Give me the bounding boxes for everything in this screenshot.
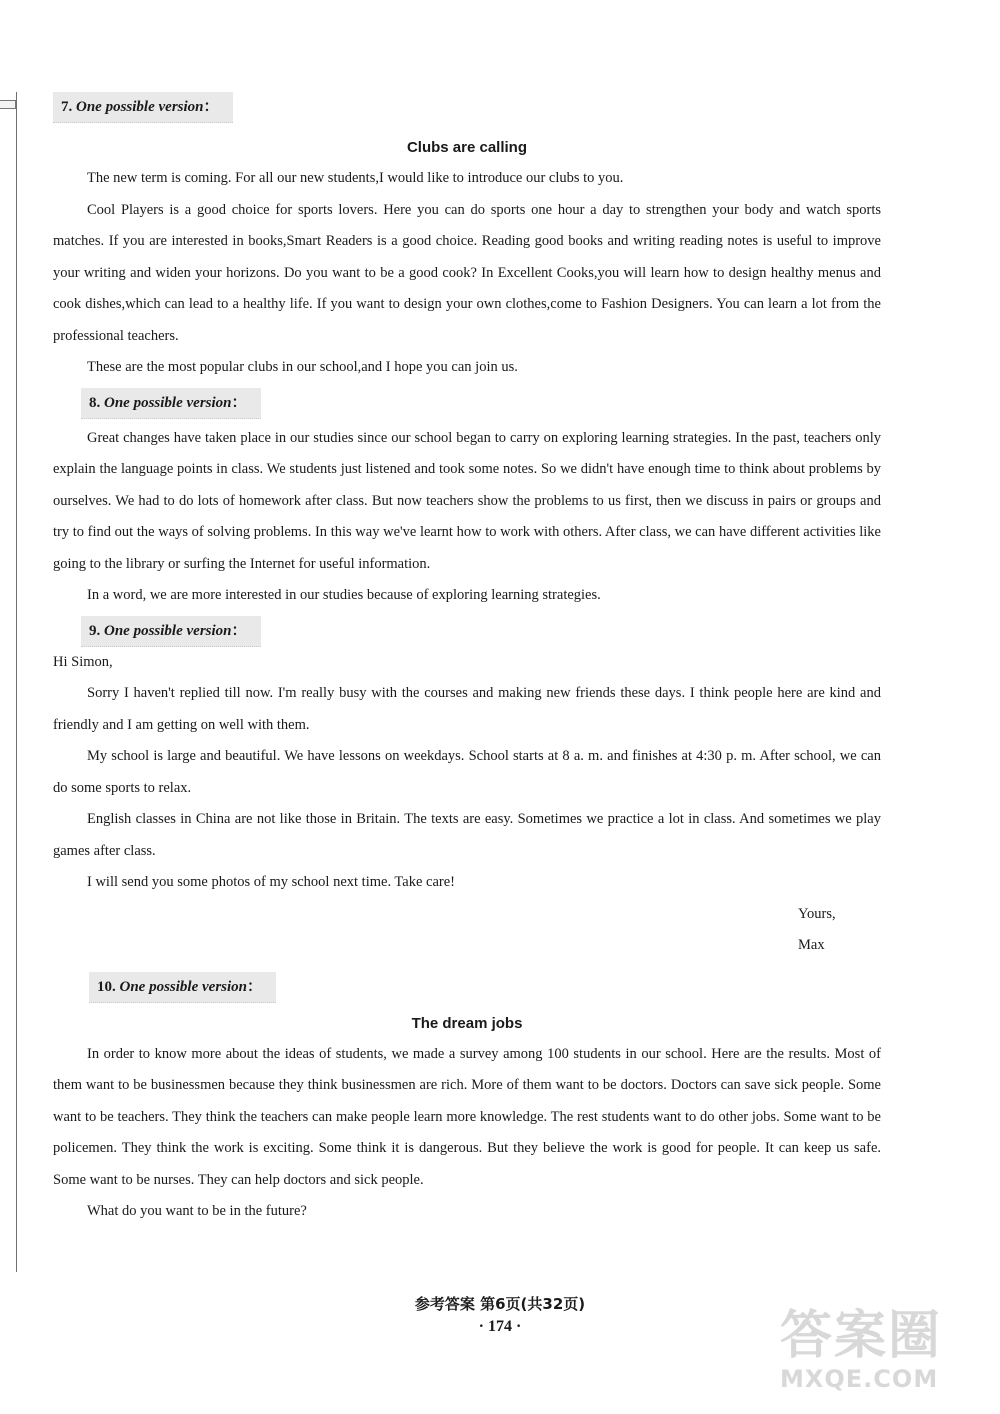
margin-tab <box>0 100 16 109</box>
label-colon: ： <box>231 622 247 639</box>
section-number: 10. <box>97 978 116 995</box>
footer-caption: 参考答案 第6页(共32页) <box>414 1295 586 1313</box>
section-number: 9. <box>89 622 101 639</box>
section-7-label <box>53 92 233 123</box>
watermark-chinese: 答案圈 <box>780 1306 943 1366</box>
answer-page <box>53 92 881 1228</box>
section-7 <box>53 92 881 384</box>
page-number: · 174 · <box>478 1318 522 1335</box>
watermark-logo <box>780 1307 970 1402</box>
paragraph: Cool Players is a good choice for sports lovers. Here you can do sports one hour a day to strengthen your body and watch sports matches. If you are interested in books,Smart Readers is a good choice. Reading good books and writing reading notes is useful to improve your writing and widen your horizons. Do you want to be a good cook? In Excellent Cooks,you will learn how to design healthy menus and cook dishes,which can lead to a healthy life. If you want to design your own clothes,come to Fashion Designers. You can learn a lot from the professional teachers. <box>53 201 881 344</box>
section-label-text: One possible version <box>104 394 232 411</box>
section-9-label <box>81 616 261 647</box>
section-number: 8. <box>89 394 101 411</box>
letter-closing: Yours, <box>798 905 836 922</box>
paragraph: My school is large and beautiful. We have lessons on weekdays. School starts at 8 a. m. and finishes at 4:30 p. m. After school, we can do some sports to relax. <box>53 748 881 796</box>
essay-title: Clubs are calling <box>406 139 528 156</box>
watermark-url: MXQE.COM <box>780 1365 939 1393</box>
section-10-label <box>89 972 276 1003</box>
margin-rule <box>16 92 17 1272</box>
section-label-text: One possible version <box>76 99 204 115</box>
paragraph: I will send you some photos of my school next time. Take care! <box>87 874 455 890</box>
paragraph: English classes in China are not like those in Britain. The texts are easy. Sometimes we practice a lot in class. And sometimes we play games after class. <box>53 811 881 859</box>
section-label-text: One possible version <box>119 978 247 995</box>
paragraph: The new term is coming. For all our new students,I would like to introduce our clubs to you. <box>87 170 624 186</box>
section-8 <box>53 388 881 612</box>
label-colon: ： <box>203 99 219 115</box>
essay-title: The dream jobs <box>411 1014 523 1032</box>
section-10 <box>53 972 881 1228</box>
label-colon: ： <box>231 394 247 411</box>
paragraph: Great changes have taken place in our studies since our school began to carry on exploring learning strategies. In the past, teachers only explain the language points in class. We students just listened and took some notes. So we didn't have enough time to think about problems by ourselves. We had to do lots of homework after class. But now teachers show the problems to us first, then we discuss in pairs or groups and try to find out the ways of solving problems. In this way we've learnt how to work with others. After class, we can have different activities like going to the library or surfing the Internet for useful information. <box>53 429 881 572</box>
section-8-label <box>81 388 261 419</box>
letter-salutation: Hi Simon, <box>53 653 113 670</box>
section-9 <box>53 616 881 962</box>
letter-signature: Max <box>798 937 825 953</box>
paragraph: In a word, we are more interested in our studies because of exploring learning strategies. <box>87 587 601 603</box>
paragraph: These are the most popular clubs in our school,and I hope you can join us. <box>87 359 518 375</box>
paragraph: In order to know more about the ideas of students, we made a survey among 100 students in our school. Here are the results. Most of them want to be businessmen because they think businessmen are rich. More of them want to be doctors. Doctors can save sick people. Some want to be teachers. They think the teachers can make people learn more knowledge. The rest students want to do other jobs. Some want to be policemen. They think the work is exciting. Some think it is dangerous. But they believe the work is good for people. It can keep us safe. Some want to be nurses. They can help doctors and sick people. <box>53 1045 881 1188</box>
section-number: 7. <box>61 99 73 115</box>
paragraph: Sorry I haven't replied till now. I'm really busy with the courses and making new friends these days. I think people here are kind and friendly and I am getting on well with them. <box>53 685 881 733</box>
paragraph: What do you want to be in the future? <box>87 1203 307 1219</box>
section-label-text: One possible version <box>104 622 232 639</box>
label-colon: ： <box>247 978 263 995</box>
